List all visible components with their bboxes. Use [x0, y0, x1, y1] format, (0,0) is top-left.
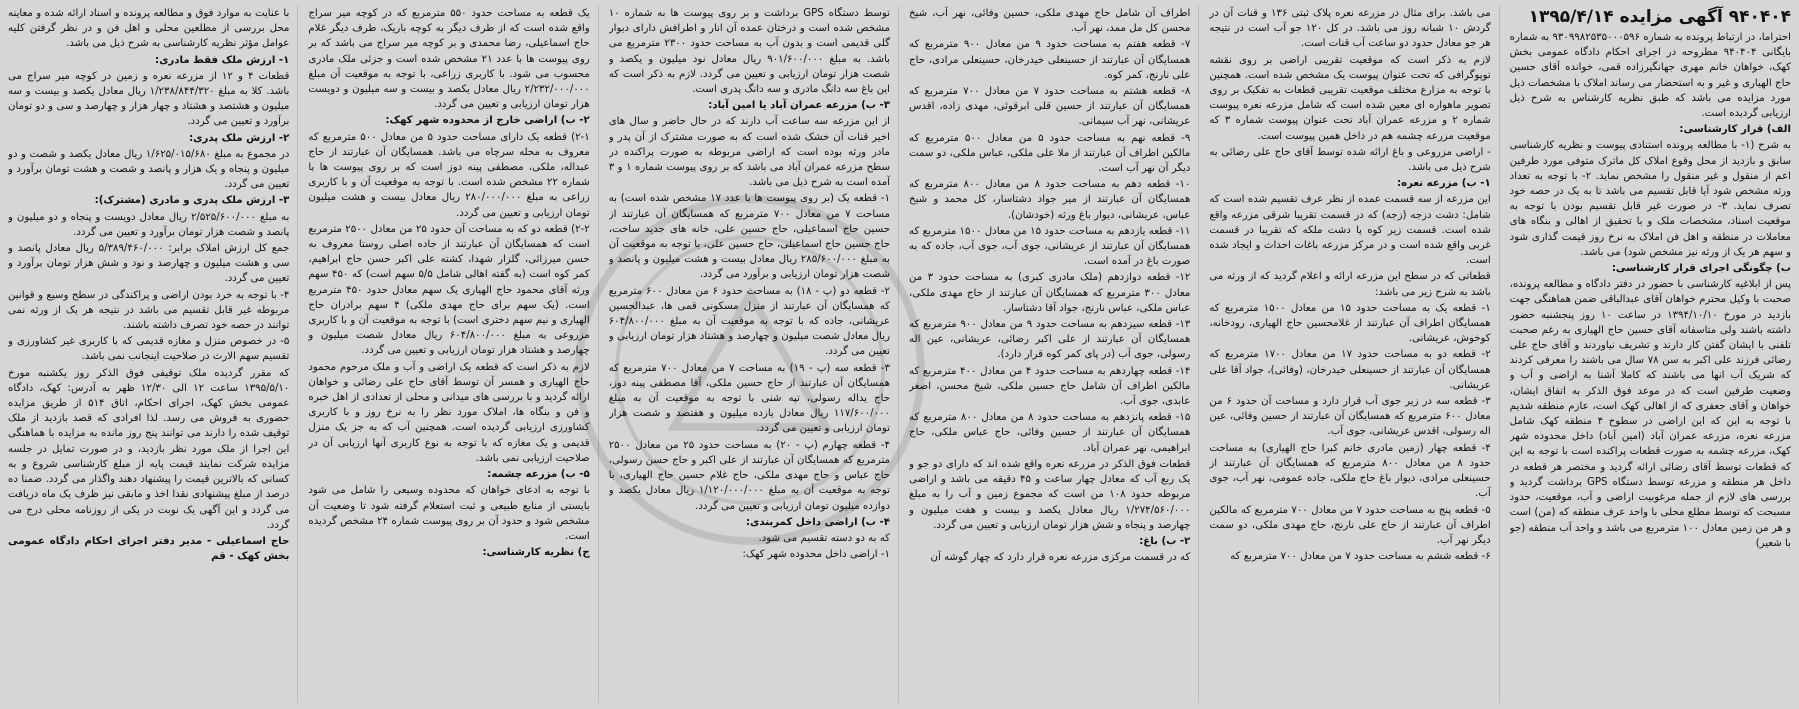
paragraph: قطعات ۴ و ۱۲ از مزرعه نعره و زمین در کوچه میر سراج می باشد. کلا به مبلغ ۱/۲۳۸/۸۴۴/۳۲۰ ریال معادل یکصد و بیست و سه میلیون و هشتصد و هشتاد و چهار هزار و چهارصد و سی و دو تومان برآورد و تعیین می گردد. [8, 70, 290, 128]
paragraph: ۷- قطعه هفتم به مساحت حدود ۹ من معادل ۹۰۰ مترمربع که همسایگان آن عبارتند از حسینعلی خیدرخان، حسینعلی مرادی، حاج علی نارنج، کمر کوه. [909, 39, 1191, 81]
paragraph: ۴- قطعه چهارم (پ - ۲۰) به مساحت حدود ۲۵ من معادل ۲۵۰۰ مترمربع که همسایگان آن عبارتند از علی اکبر و حاج حسن رسولی، حاج عباس و حاج مهدی ملکی، حاج غلام حسین حاج الهیاری، با توجه به موقعیت آن به مبلغ ۱/۱۲۰/۰۰۰/۰۰۰ ریال معادل یکصد و دوازده میلیون تومان ارزیابی و تعیین می گردد. [608, 439, 891, 512]
notice-title: ۹۴۰۴۰۴ آگهی مزایده ۱۳۹۵/۴/۱۴ [1528, 7, 1791, 27]
section-heading: ۳- ارزش ملک پدری و مادری (مشترک): [94, 195, 290, 207]
paragraph: با توجه به ادعای خواهان که محدوده وسیعی را شامل می شود بایستی از منابع طبیعی و ثبت استعلام گرفته شود تا وضعیت آن مشخص شود و حدود آن بر روی پیوست شماره ۲۴ مشخص گردیده است. [308, 485, 590, 542]
paragraph: در مجموع به مبلغ ۱/۶۲۵/۰۱۵/۶۸۰ ریال معادل یکصد و شصت و دو میلیون و پنجاه و یک هزار و پانصد و شصت و هشت تومان برآورد و تعیین می گردد. [8, 148, 290, 191]
paragraph: ۱۱- قطعه یازدهم به مساحت حدود ۱۵ من معادل ۱۵۰۰ مترمربع که همسایگان آن عبارتند از عریشانی، جوی آب، جوی آب، جاده که به صورت باغ در آمده است. [909, 225, 1191, 268]
paragraph: لازم به ذکر است که قطعه یک اراضی و آب و ملک مرحوم محمود حاج الهیاری و همسر آن توسط آقای حاج علی رضائی و خواهان ارائه گردید و با بررسی های میدانی و محلی از تعدادی از اهل خبره و فن و بنگاه ها، املاک مورد نظر را به نرخ روز و با کاربری کشاورزی ارزیابی گردیده است. همچنین آب که به جز یک منزل قدیمی و یک مغازه که با توجه به نوع کاربری آنها ارزیابی آن در صلاحیت ارزیابی نمی باشد. [308, 361, 590, 464]
section-heading: ب) چگونگی اجرای قرار کارشناسی: [1611, 263, 1791, 275]
paragraph: قطعاتی که در سطح این مزرعه ارائه و اعلام گردید که از ورثه می باشد به شرح زیر می باشد: [1209, 271, 1491, 298]
section-heading: ۲- ب) اراضی خارج از محدوده شهر کهک: [385, 115, 590, 127]
paragraph: جمع کل ارزش املاک برابر: ۵/۳۸۹/۴۶۰/۰۰۰ ریال معادل پانصد و سی و هشت میلیون و چهارصد و نود و شش هزار تومان برآورد و تعیین می گردد. [8, 243, 290, 285]
paragraph: ۳- قطعه سه (پ - ۱۹) به مساحت ۷ من معادل ۷۰۰ مترمربع که همسایگان آن عبارتند از حاج حسین ملکی، آقا مصطفی پینه دوز، حاج یداله رسولی، تپه شنی با توجه به موقعیت آن به مبلغ ۱۱۷/۶۰۰/۰۰۰ ریال معادل یازده میلیون و هفتصد و شصت هزار تومان ارزیابی و تعیین می گردد. [608, 362, 891, 435]
paragraph: ۵- قطعه پنج به مساحت حدود ۷ من معادل ۷۰۰ مترمربع که مالکین اطراف آن عبارتند از حاج علی نارنج، حاج مهدی ملکی، دو سمت دیگر نهر آب. [1209, 504, 1491, 546]
paragraph: می باشد. برای مثال در مزرعه نعره پلاک ثبتی ۱۳۶ و قنات آن در گردش ۱۰ شبانه روز می باشد. در کل ۱۲۰ جو آب است در نتیجه هر جو معادل حدود دو ساعت آب قنات است. [1209, 8, 1491, 50]
paragraph: ۱۴- قطعه چهاردهم به مساحت حدود ۴ من معادل ۴۰۰ مترمربع که مالکین اطراف آن شامل حاج حسین ملکی، شیخ محسن، اصغر عابدی، جوی آب. [909, 365, 1191, 408]
paragraph: یک قطعه به مساحت حدود ۵۵۰ مترمربع که در کوچه میر سراج واقع شده است که از طرف دیگر به کوچه باریک، طرف دیگر غلام حاج اسماعیلی، رضا محمدی و بر کوچه میر سراج می باشد که بر روی پیوست ها با عدد ۲۱ مشخص شده است و جزئی ملک مادری محسوب می شود. با کاربری زراعی، با توجه به موقعیت آن مبلغ ۲/۲۳۲/۰۰۰/۰۰۰ ریال معادل یکصد و بیست و سه میلیون و دویست هزار تومان ارزیابی و تعیین می گردد. [308, 8, 590, 111]
paragraph: ۸- قطعه هشتم به مساحت حدود ۷ من معادل ۷۰۰ مترمربع که همسایگان آن عبارتند از حسین قلی ابرقوئی، مهدی زاده، اقدس عریشانی، نهر آب سیمانی. [909, 86, 1191, 128]
paragraph: ۲- قطعه دو به مساحت حدود ۱۷ من معادل ۱۷۰۰ مترمربع که همسایگان آن عبارتند از حسینعلی خیدرخان، (وفائی)، جواد آقا علی عریشانی. [1209, 349, 1491, 391]
paragraph: ۳- قطعه سه در زیر جوی آب قرار دارد و مساحت آن حدود ۶ من معادل ۶۰۰ مترمربع که همسایگان آن عبارتند از حسین وفائی، عین اله رسولی، اقدس عریشانی، جوی آب. [1209, 396, 1491, 438]
paragraph: اطراف آن شامل حاج مهدی ملکی، حسین وفائی، نهر آب، شیخ محسن کل مل ممد، نهر آب. [909, 8, 1191, 35]
section-heading: ۲- ارزش ملک پدری: [189, 132, 290, 144]
paragraph: ۴- با توجه به خرد بودن اراضی و پراکندگی در سطح وسیع و قوانین مربوطه غیر قابل تقسیم می باشد در نتیجه هر یک از ورثه نمی توانند در حصه خود تصرف داشته باشند. [8, 289, 290, 332]
paragraph: - اراضی مزروعی و باغ ارائه شده توسط آقای حاج علی رضائی به شرح ذیل می باشد. [1209, 146, 1491, 174]
column-5 [308, 6, 598, 703]
section-heading: ۱- ب) مزرعه نعره: [1397, 178, 1491, 190]
paragraph: ۱- قطعه یک (بر روی پیوست ها با عدد ۱۷ مشخص شده است) به مساحت ۷ من معادل ۷۰۰ مترمربع که همسایگان آن عبارتند از حسین حاج اسماعیلی، حاج حسین علی، خانه های جدید ساخت، حاج حسین حاج اسماعیلی، حاج حسین علی، با توجه به موقعیت آن به مبلغ ۲۸۵/۶۰۰/۰۰۰ ریال معادل بیست و هشت میلیون و پانصد و شصت هزار تومان ارزیابی و برآورد می گردد. [608, 193, 891, 281]
section-heading: الف) قرار کارشناسی: [1679, 124, 1791, 136]
paragraph: ۹- قطعه نهم به مساحت حدود ۵ من معادل ۵۰۰ مترمربع که مالکین اطراف آن عبارتند از ملا علی ملکی، عباس ملکی، دو سمت دیگر آن نهر آب است. [909, 132, 1191, 175]
column-4 [609, 6, 899, 703]
paragraph: ۱۳- قطعه سیزدهم به مساحت حدود ۹ من معادل ۹۰۰ مترمربع که همسایگان آن عبارتند از علی اکبر رضائی، عریشانی، عین اله رسولی، جوی آب (در پای کمر کوه قرار دارد). [909, 319, 1191, 361]
paragraph: به شرح (۱- با مطالعه پرونده استنادی پیوست و نظریه کارشناسی سابق و بازدید از محل وقوع املاک کل ماترک متوفی مورد طرفین اعم از منقول و غیر منقول را مشخص نماید. ۲- با توجه به تعداد ورثه مشخص شود آیا قابل تقسیم می باشد تا به یک در حصه خود تصرف نماید. ۳- در صورت غیر قابل تقسیم بودن با توجه به موقعیت اسناد، مشخصات ملک و با تحقیق از اهالی و بنگاه های معاملات در منطقه و اهل فن املاک به نرخ روز قیمت گذاری شود و سهم هر یک از ورثه نیز مشخص شود) می باشد. [1509, 140, 1791, 258]
column-2 [1209, 6, 1499, 703]
paragraph: که مقرر گردیده ملک توقیفی فوق الذکر روز یکشنبه مورخ ۱۳۹۵/۵/۱۰ ساعت ۱۲ الی ۱۲/۳۰ ظهر به آدرس: کهک، دادگاه عمومی بخش کهک، اجرای احکام، اتاق ۵۱۴ از طریق مزایده حضوری به فروش می رسد. لذا افرادی که قصد بازدید از ملک توقیف شده را دارند می توانند پنج روز مانده به مزایده با هماهنگی این اجرا از ملک مورد نظر بازدید، و در صورت تمایل در جلسه مزایده شرکت نمایند قیمت پایه از مبلغ کارشناسی شروع و به کسانی که بالاترین قیمت را پیشنهاد دهند واگذار می گردد. ضمنا ده درصد از مبلغ پیشنهادی نقدا اخذ و مابقی نیز ظرف یک ماه دریافت می گردد و این آگهی یک نوبت در یکی از روزنامه محلی درج می گردد. [8, 367, 290, 531]
paragraph: توسط دستگاه GPS برداشت و بر روی پیوست ها به شماره ۱۰ مشخص شده است و درختان عمده آن انار و اطرافش دارای دیوار گلی قدیمی است و بدون آب به مساحت حدود ۲۳۰۰ مترمربع می باشد. به مبلغ ۹۰۱/۶۰۰/۰۰۰ ریال معادل نود میلیون و یکصد و شصت هزار تومان ارزیابی و تعیین می گردد. لازم به ذکر است که این باغ سه دانگ مادری و سه دانگ پدری است. [608, 8, 891, 96]
paragraph: پس از ابلاغیه کارشناسی با حضور در دفتر دادگاه و مطالعه پرونده، صحبت با وکیل محترم خواهان آقای عبدالباقی ضمن هماهنگی جهت بازدید در مورخ ۱۳۹۴/۱۰/۱۰ در ساعت ۱۰ روز پنجشنبه حضور داشته باشند ولی متاسفانه آقای حسین حاج الهیاری به رغم صحبت تلفنی با ایشان گفتن کار دارند و تشریف نیاوردند و آقای حاج علی رضائی فرزند علی اکبر به سن ۷۸ سال می باشند را معرفی کردند که شریک آب انها می باشند که کاملا آشنا به اراضی و آب و وضعیت طرفین است که در موعد فوق الذکر به اتفاق ایشان، خواهان و آقای جعفری که از اهالی کهک است، عازم منطقه شدیم با توجه به این که این اراضی در سطوح ۴ منطقه کهک شامل مزرعه نعره، مزرعه عمران آباد (امین آباد) داخل محدوده شهر کهک، مزرعه چشمه به صورت قطعات پراکنده است با توجه به این که قطعات توسط آقای رضائی ارائه گردید و مختصر هر قطعه در داخل هر منطقه و مزرعه توسط دستگاه GPS برداشت گردید و بررسی های لازم از جمله مرغوبیت اراضی و آب، موقعیت، حدود مسبحت که توسط مطلع محلی با واحد عرف منطقه که (من) است و هر من زمین معادل ۱۰۰ مترمربع می باشد و واحد آب منطقه (جو با شعیر) [1509, 279, 1791, 549]
column-3 [909, 6, 1199, 703]
section-heading: ۱- ارزش ملک فقط مادری: [155, 54, 290, 66]
paragraph: ۱- اراضی داخل محدوده شهر کهک: [742, 549, 891, 561]
paragraph: لازم به ذکر است که موقعیت تقریبی اراضی بر روی نقشه توپوگرافی که تحت عنوان پیوست یک مشخص شده است. همچنین با توجه به مزارع مختلف موقعیت تقریبی قطعات به تفکیک بر روی تصویر ماهواره ای معین شده است که شامل مزرعه نعره پیوست شماره ۲ و مزرعه عمران آباد تحت عنوان پیوست شماره ۳ که موقعیت مزرعه چشمه هم در داخل همین پیوست است. [1209, 54, 1491, 142]
section-heading: ۳- ب) مزرعه عمران آباد یا امین آباد: [708, 100, 891, 112]
paragraph: احتراما، در ارتباط پرونده به شماره ۹۳۰۹۹۸۲۵۳۵۰۰۰۵۹۶ به شماره بایگانی ۹۴۰۴۰۴ مطروحه در اجرای احکام دادگاه عمومی بخش کهک، خواهان خانم مهری جهانگیرزاده قمی، خوانده آقای حسین حاج الهیاری و غیر و به استحضار می رساند املاک با مشخصات ذیل مورد مزایده می باشد که طبق نظریه کارشناس به شرح ذیل ارزیابی گردیده است. [1509, 32, 1791, 120]
paragraph: ۲-۱) قطعه یک دارای مساحت حدود ۵ من معادل ۵۰۰ مترمربع که معروف به محله سرچاه می باشد. همسایگان آن عبارتند از حاج عبداله، ملکی، مصطفی پینه دوز است که بر روی پیوست ها با شماره ۲۲ مشخص شده است. با توجه به موقعیت آن و با کاربری زراعی به مبلغ ۲۸۰/۰۰۰/۰۰۰ ریال معادل بیست و هشت میلیون تومان ارزیابی و تعیین می گردد. [308, 131, 590, 219]
section-heading: ۵- ب) مزرعه چشمه: [487, 469, 590, 481]
column-1 [1510, 6, 1791, 703]
paragraph: از این مزرعه سه ساعت آب دارند که در حال حاضر و سال های اخیر قنات آن خشک شده است که به صورت مشترک از آن پدر و مادر ورثه بوده است که اراضی مربوطه به صورت پراکنده در سطح مزرعه عمران آباد می باشد که بر روی پیوست شماره ۱ و ۳ آمده است به شرح ذیل می باشد. [608, 116, 891, 189]
paragraph: ۴- قطعه چهار (زمین مادری خانم کبرا حاج الهیاری) به مساحت حدود ۸ من معادل ۸۰۰ مترمربع که همسایگان آن عبارتند از حسینعلی مرادی، دیوار باغ حاج ملکی، جاده عمومی، نهر آب، جوی آب. [1209, 442, 1491, 500]
paragraph: ۱۵- قطعه پانزدهم به مساحت حدود ۸ من معادل ۸۰۰ مترمربع که همسایگان آن عبارتند از حسین وفائی، حاج عباس ملکی، حاج ابراهیمی، نهر عمران آباد. [909, 412, 1191, 454]
paragraph: ۱- قطعه یک به مساحت حدود ۱۵ من معادل ۱۵۰۰ مترمربع که همسایگان اطراف آن عبارتند از غلامحسین حاج الهیاری، رودخانه، کوخوش، عریشانی. [1209, 302, 1491, 345]
signature-line: حاج اسماعیلی - مدیر دفتر اجرای احکام دادگاه عمومی بخش کهک - قم [8, 535, 290, 563]
section-heading: ج) نظریه کارشناسی: [482, 547, 590, 559]
paragraph: ۲- قطعه دو (پ - ۱۸) به مساحت حدود ۶ من معادل ۶۰۰ مترمربع که همسایگان آن عبارتند از منزل مسکونی قمی ها، عبدالحسین عریشانی، جاده که با توجه به موقعیت آن به مبلغ ۶۰۴/۸۰۰/۰۰۰ ریال معادل شصت میلیون و چهارصد و هشتاد هزار تومان ارزیابی و تعیین می گردد. [608, 285, 891, 358]
paragraph: ۶- قطعه ششم به مساحت حدود ۷ من معادل ۷۰۰ مترمربع که [1230, 551, 1491, 563]
paragraph: ۱۲- قطعه دوازدهم (ملک مادری کبری) به مساحت حدود ۳ من معادل ۳۰۰ مترمربع که همسایگان آن عبارتند از حاج مهدی ملکی، عباس ملکی، عباس نارنج، جواد آقا دشتاسار. [909, 272, 1191, 314]
paragraph: ۲-۲) قطعه دو که به مساحت آن حدود ۲۵ من معادل ۲۵۰۰ مترمربع است که همسایگان آن عبارتند از جاده اصلی روستا معروف به حسن میرزائی، گلزار شهدا، کشته علی اکبر حسن حاج ابراهیم، کمر کوه است (به گفته اهالی شامل ۵/۵ سهم است) که ۴۵۰ سهم ورثه آقای محمود حاج الهیاری یک سهم معادل حدود ۴۵۰ مترمربع است. (یک سهم برای حاج مهدی ملکی) ۴ سهم برادران حاج الهیاری و نیم سهم دختری است) با توجه به موقعیت آن و با کاربری مزروعی به مبلغ ۶۰۴/۸۰۰/۰۰۰ ریال معادل شصت میلیون و چهارصد و هشتاد هزار تومان ارزیابی و تعیین می گردد. [308, 223, 590, 357]
paragraph: قطعات فوق الذکر در مزرعه نعره واقع شده اند که دارای دو جو و یک ربع آب که معادل چهار ساعت و ۴۵ دقیقه می باشد و اراضی مربوطه حدود ۱۰۸ من است که مجموع زمین و آب را به مبلغ ۱/۲۷۴/۵۶۰/۰۰۰ ریال معادل یکصد و بیست و هفت میلیون و چهارصد و پنجاه و شش هزار تومان ارزیابی و تعیین می گردد. [909, 458, 1191, 531]
section-heading: ۴- ب) اراضی داخل کمربندی: [745, 516, 891, 528]
paragraph: این مزرعه از سه قسمت عمده از نظر عرف تقسیم شده است که شامل: دشت دزجه (زجه) که در قسمت تقریبا شرقی مزرعه واقع شده است. قسمت زیر کوه یا دشت ملکه که تقریبا در قسمت غربی واقع شده است و در مرکز مزرعه باغات احداث و ایجاد شده است. [1209, 194, 1491, 267]
paragraph: با عنایت به موارد فوق و مطالعه پرونده و اسناد ارائه شده و معاینه محل بررسی از مطلعین محلی و اهل فن و در نظر گرفتن کلیه عوامل مؤثر نظریه کارشناسی به شرح ذیل می باشد. [8, 8, 290, 50]
paragraph: که به دو دسته تقسیم می شود. [758, 532, 891, 544]
paragraph: ۱۰- قطعه دهم به مساحت حدود ۸ من معادل ۸۰۰ مترمربع که همسایگان آن عبارتند از میر جواد دشتاسار، کل محمد و شیخ عباس، عریشانی، دیوار باغ ورثه (خودشان). [909, 179, 1191, 221]
paragraph: که در قسمت مرکزی مزرعه نعره قرار دارد که چهار گوشه آن [930, 552, 1191, 564]
paragraph: به مبلغ ۲/۵۲۵/۶۰۰/۰۰۰ ریال معادل دویست و پنجاه و دو میلیون و پانصد و شصت هزار تومان برآورد و تعیین می گردد. [8, 211, 290, 238]
paragraph: ۵- در خصوص منزل و مغازه قدیمی که با کاربری غیر کشاورزی و تقسیم سهم الارث در صلاحیت اینجانب نمی باشد. [8, 336, 290, 363]
section-heading: ۲- ب) باغ: [1139, 535, 1191, 547]
column-6 [8, 6, 298, 703]
